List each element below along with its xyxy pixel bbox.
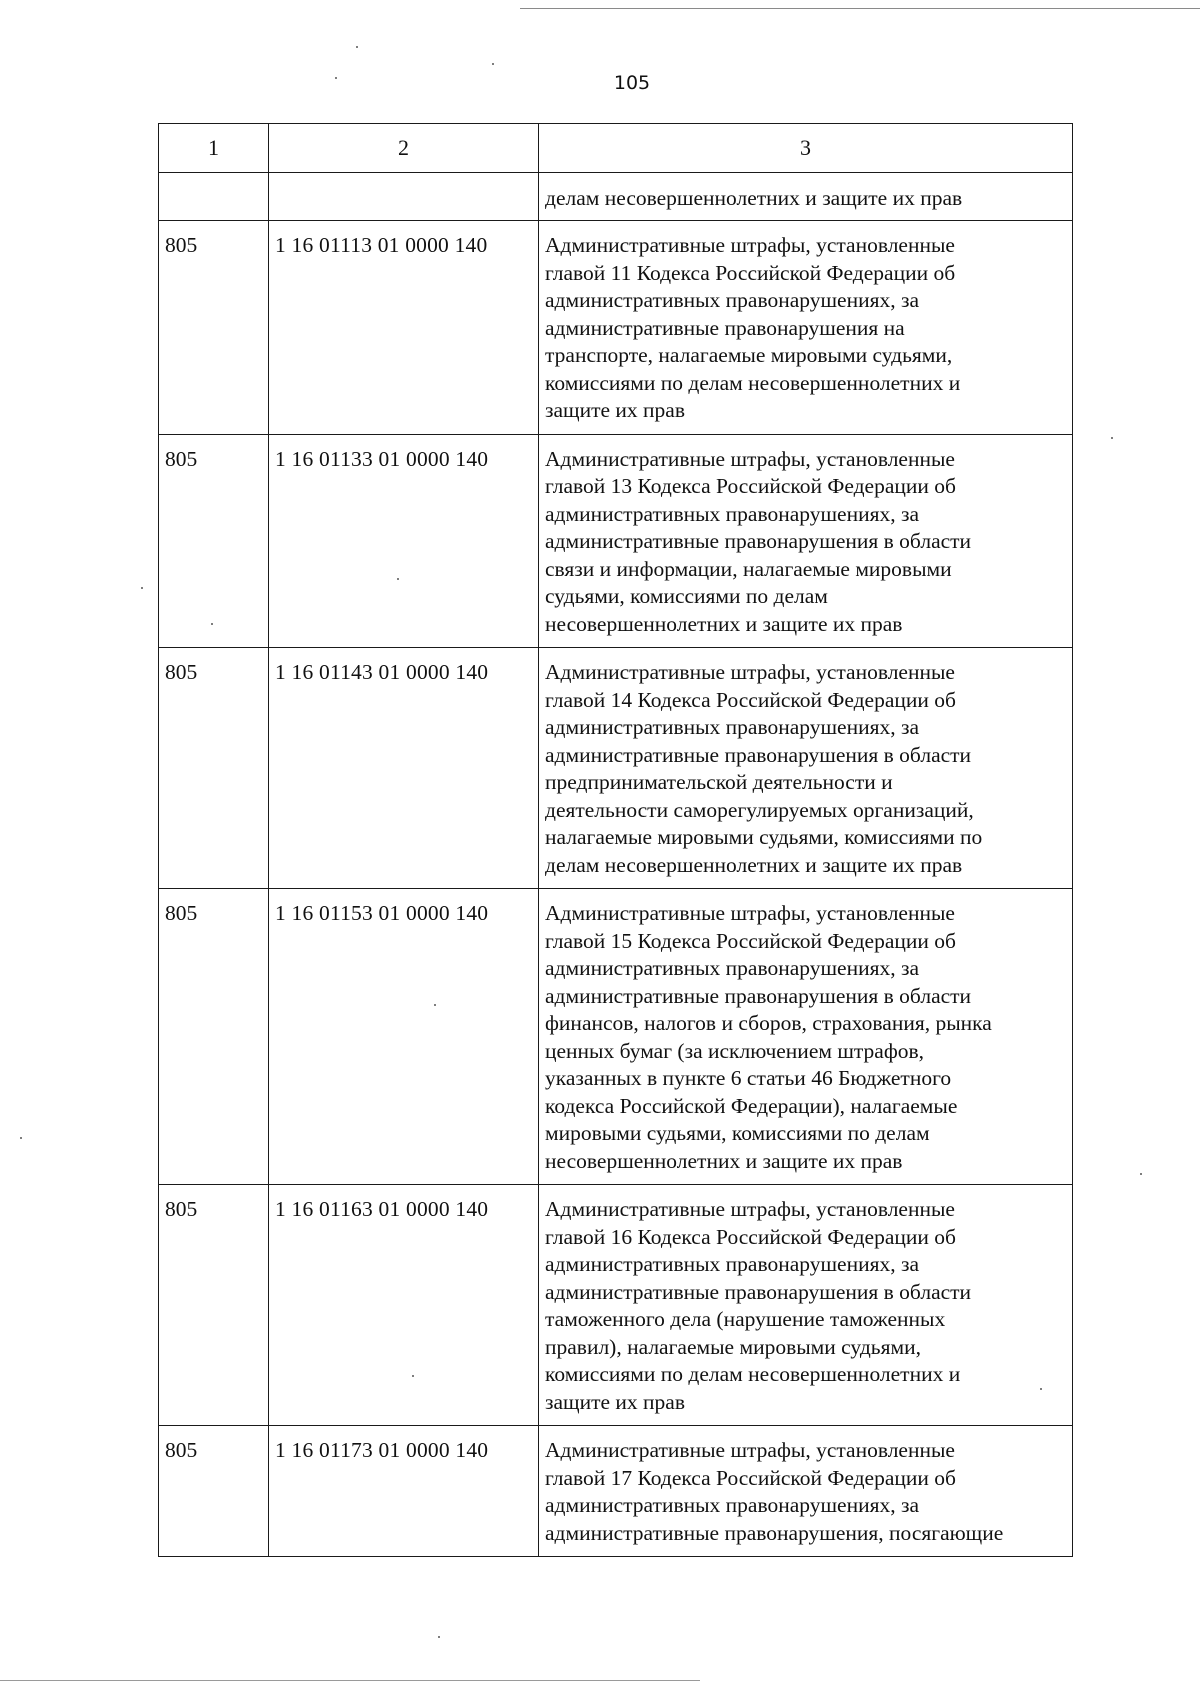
description-line: несовершеннолетних и защите их прав (545, 1148, 903, 1173)
kbk-code-cell: 1 16 01163 01 0000 140 (269, 1185, 539, 1426)
scan-speck (412, 1375, 414, 1377)
admin-code-cell: 805 (159, 1426, 269, 1557)
description-cell (539, 1426, 1073, 1557)
description-line: таможенного дела (нарушение таможенных (545, 1307, 946, 1331)
table-row (159, 889, 1073, 1185)
description-line: ценных бумаг (за исключением штрафов, (545, 1038, 925, 1063)
continuation-row (159, 173, 1073, 221)
header-cell-3: 3 (539, 124, 1073, 173)
description-line: комиссиями по делам несовершеннолетних и (545, 370, 961, 395)
description-line: административных правонарушениях, за (545, 1252, 920, 1276)
description-line: главой 16 Кодекса Российской Федерации об (545, 1224, 956, 1249)
page-number: 105 (613, 72, 651, 94)
scan-edge-line-bottom (0, 1680, 700, 1681)
kbk-code-cell: 1 16 01113 01 0000 140 (269, 221, 539, 435)
description-line: главой 13 Кодекса Российской Федерации об (545, 474, 956, 498)
table-row (159, 648, 1073, 889)
scan-speck (1140, 1173, 1142, 1175)
description-line: административные правонарушения, посягающие (545, 1520, 1004, 1545)
scan-speck (20, 1137, 22, 1139)
scan-edge-line-top (520, 8, 1200, 9)
description-line: мировыми судьями, комиссиями по делам (545, 1121, 930, 1145)
table-row (159, 434, 1073, 648)
description-line: делам несовершеннолетних и защите их прав (545, 186, 963, 210)
description-line: комиссиями по делам несовершеннолетних и (545, 1362, 961, 1386)
revenue-codes-table (158, 123, 1073, 1557)
description-line: указанных в пункте 6 статьи 46 Бюджетного (545, 1066, 952, 1090)
scan-speck (434, 1004, 436, 1006)
description-line: административных правонарушениях, за (545, 956, 920, 980)
table-body (159, 124, 1073, 1557)
scan-speck (356, 46, 358, 48)
scan-speck (492, 63, 494, 65)
kbk-code-cell: 1 16 01153 01 0000 140 (269, 889, 539, 1185)
description-line: судьями, комиссиями по делам (545, 584, 828, 608)
description-cell (539, 889, 1073, 1185)
description-line: административных правонарушениях, за (545, 288, 920, 312)
description-line: финансов, налогов и сборов, страхования, рынка (545, 1011, 992, 1035)
description-line: Административные штрафы, установленные (545, 446, 955, 471)
table-row (159, 1426, 1073, 1557)
admin-code-cell: 805 (159, 221, 269, 435)
description-line: Административные штрафы, установленные (545, 1197, 955, 1221)
scan-speck (397, 578, 399, 580)
description-line: административные правонарушения в области (545, 529, 972, 553)
description-line: административные правонарушения в области (545, 1279, 972, 1304)
description-line: транспорте, налагаемые мировыми судьями, (545, 343, 953, 367)
description-line: главой 14 Кодекса Российской Федерации об (545, 687, 956, 712)
description-line: административных правонарушениях, за (545, 715, 920, 739)
description-line: несовершеннолетних и защите их прав (545, 611, 903, 636)
description-line: главой 17 Кодекса Российской Федерации об (545, 1465, 956, 1490)
description-line: административные правонарушения в области (545, 983, 972, 1008)
description-cell (539, 221, 1073, 435)
kbk-code-cell: 1 16 01143 01 0000 140 (269, 648, 539, 889)
table-row (159, 221, 1073, 435)
kbk-code-cell: 1 16 01133 01 0000 140 (269, 434, 539, 648)
table-row (159, 1185, 1073, 1426)
description-line: административные правонарушения в области (545, 742, 972, 767)
description-line: Административные штрафы, установленные (545, 1438, 955, 1462)
scan-speck (211, 623, 213, 625)
description-line: делам несовершеннолетних и защите их прав (545, 852, 963, 877)
description-line: административных правонарушениях, за (545, 501, 920, 526)
description-line: кодекса Российской Федерации), налагаемые (545, 1093, 958, 1118)
table-header-row (159, 124, 1073, 173)
description-line: Административные штрафы, установленные (545, 660, 955, 684)
description-line: предпринимательской деятельности и (545, 770, 893, 794)
description-line: правил), налагаемые мировыми судьями, (545, 1334, 921, 1359)
continuation-col1 (159, 173, 269, 221)
description-line: Административные штрафы, установленные (545, 901, 955, 925)
admin-code-cell: 805 (159, 1185, 269, 1426)
continuation-description (539, 173, 1073, 221)
description-line: главой 11 Кодекса Российской Федерации об (545, 260, 956, 285)
header-cell-2: 2 (269, 124, 539, 173)
scan-speck (141, 587, 143, 589)
scan-speck (438, 1636, 440, 1638)
admin-code-cell: 805 (159, 648, 269, 889)
scan-speck (335, 77, 337, 79)
description-line: связи и информации, налагаемые мировыми (545, 556, 952, 581)
description-line: деятельности саморегулируемых организаций, (545, 797, 974, 822)
description-line: Административные штрафы, установленные (545, 233, 955, 257)
admin-code-cell: 805 (159, 889, 269, 1185)
admin-code-cell: 805 (159, 434, 269, 648)
description-line: административные правонарушения на (545, 315, 905, 340)
description-line: административных правонарушениях, за (545, 1493, 920, 1517)
description-cell (539, 648, 1073, 889)
kbk-code-cell: 1 16 01173 01 0000 140 (269, 1426, 539, 1557)
description-line: главой 15 Кодекса Российской Федерации об (545, 928, 956, 953)
description-line: налагаемые мировыми судьями, комиссиями по (545, 825, 983, 849)
scan-speck (1040, 1388, 1042, 1390)
scan-speck (1111, 437, 1113, 439)
description-line: защите их прав (545, 1389, 685, 1414)
description-cell (539, 1185, 1073, 1426)
continuation-col2 (269, 173, 539, 221)
description-cell (539, 434, 1073, 648)
description-line: защите их прав (545, 398, 685, 422)
header-cell-1: 1 (159, 124, 269, 173)
